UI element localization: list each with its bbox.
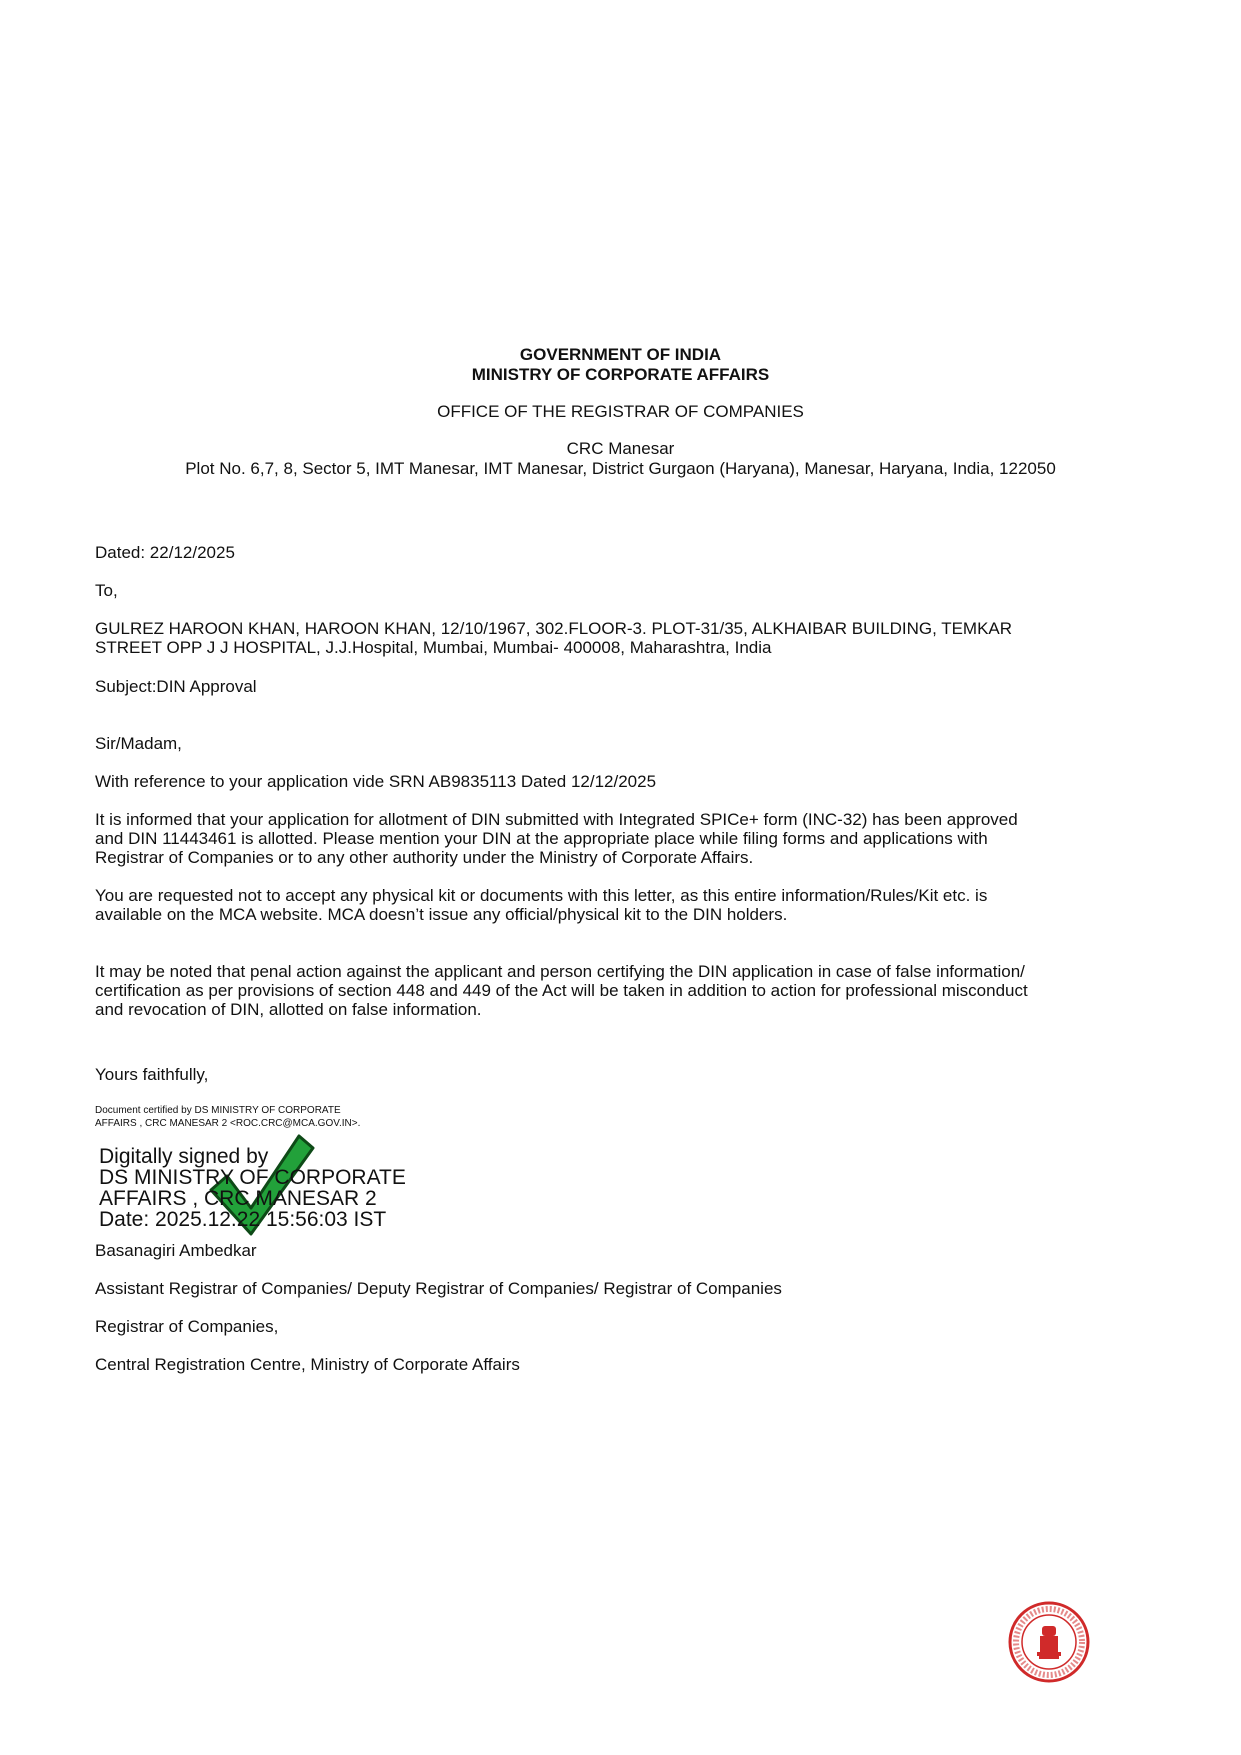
- signatory-name: Basanagiri Ambedkar: [95, 1241, 257, 1260]
- signatory-designation: Assistant Registrar of Companies/ Deputy Registrar of Companies/ Registrar of Companies: [95, 1279, 782, 1298]
- paragraph-penal-action: [95, 962, 1155, 1019]
- paragraph-line: and revocation of DIN, allotted on false information.: [95, 1000, 482, 1019]
- header-ministry: MINISTRY OF CORPORATE AFFAIRS: [471, 365, 770, 384]
- paragraph-line: and DIN 11443461 is allotted. Please mention your DIN at the appropriate place while filing forms and applications with: [95, 829, 988, 848]
- paragraph-line: Registrar of Companies or to any other authority under the Ministry of Corporate Affairs.: [95, 848, 754, 867]
- signature-line: Digitally signed by: [99, 1145, 269, 1168]
- certification-line: Document certified by DS MINISTRY OF CORPORATE: [95, 1105, 341, 1116]
- signature-line: AFFAIRS , CRC MANESAR 2: [99, 1187, 377, 1210]
- paragraph-line: certification as per provisions of section 448 and 449 of the Act will be taken in addition to action for professional misconduct: [95, 981, 1028, 1000]
- letter-date: Dated: 22/12/2025: [95, 543, 235, 562]
- signatory-centre: Central Registration Centre, Ministry of Corporate Affairs: [95, 1355, 520, 1374]
- certification-note: [95, 1104, 455, 1130]
- header-office: OFFICE OF THE REGISTRAR OF COMPANIES: [437, 402, 804, 421]
- letter-closing: Yours faithfully,: [95, 1065, 209, 1084]
- paragraph-line: It is informed that your application for allotment of DIN submitted with Integrated SPICe+ form (INC-32) has been approved: [95, 810, 1018, 829]
- letter-header: [0, 345, 1241, 385]
- signature-date: Date: 2025.12.22 15:56:03 IST: [99, 1208, 387, 1231]
- addressee-line: STREET OPP J J HOSPITAL, J.J.Hospital, Mumbai, Mumbai- 400008, Maharashtra, India: [95, 638, 772, 657]
- paragraph-line: available on the MCA website. MCA doesn’t issue any official/physical kit to the DIN holders.: [95, 905, 788, 924]
- signature-line: DS MINISTRY OF CORPORATE: [99, 1166, 406, 1189]
- addressee: [95, 619, 1155, 657]
- digital-signature-block: [99, 1146, 499, 1230]
- paragraph-line: You are requested not to accept any physical kit or documents with this letter, as this entire information/Rules/Kit etc. is: [95, 886, 988, 905]
- header-crc: CRC Manesar: [566, 439, 675, 458]
- letter-subject: Subject:DIN Approval: [95, 677, 257, 696]
- paragraph-approval: [95, 810, 1155, 867]
- addressee-line: GULREZ HAROON KHAN, HAROON KHAN, 12/10/1967, 302.FLOOR-3. PLOT-31/35, ALKHAIBAR BUILDING, TEMKAR: [95, 619, 1013, 638]
- letter-salutation: Sir/Madam,: [95, 734, 182, 753]
- letter-to: To,: [95, 581, 118, 600]
- signatory-role: Registrar of Companies,: [95, 1317, 279, 1336]
- header-address: Plot No. 6,7, 8, Sector 5, IMT Manesar, IMT Manesar, District Gurgaon (Haryana), Manesar, Haryana, India, 122050: [185, 459, 1056, 478]
- paragraph-kit-notice: [95, 886, 1155, 924]
- certification-line: AFFAIRS , CRC MANESAR 2 <ROC.CRC@MCA.GOV.IN>.: [95, 1118, 361, 1129]
- ministry-seal-icon: [1007, 1600, 1091, 1684]
- letter-reference: With reference to your application vide SRN AB9835113 Dated 12/12/2025: [95, 772, 657, 791]
- paragraph-line: It may be noted that penal action against the applicant and person certifying the DIN application in case of false information/: [95, 962, 1025, 981]
- header-government: GOVERNMENT OF INDIA: [519, 345, 722, 364]
